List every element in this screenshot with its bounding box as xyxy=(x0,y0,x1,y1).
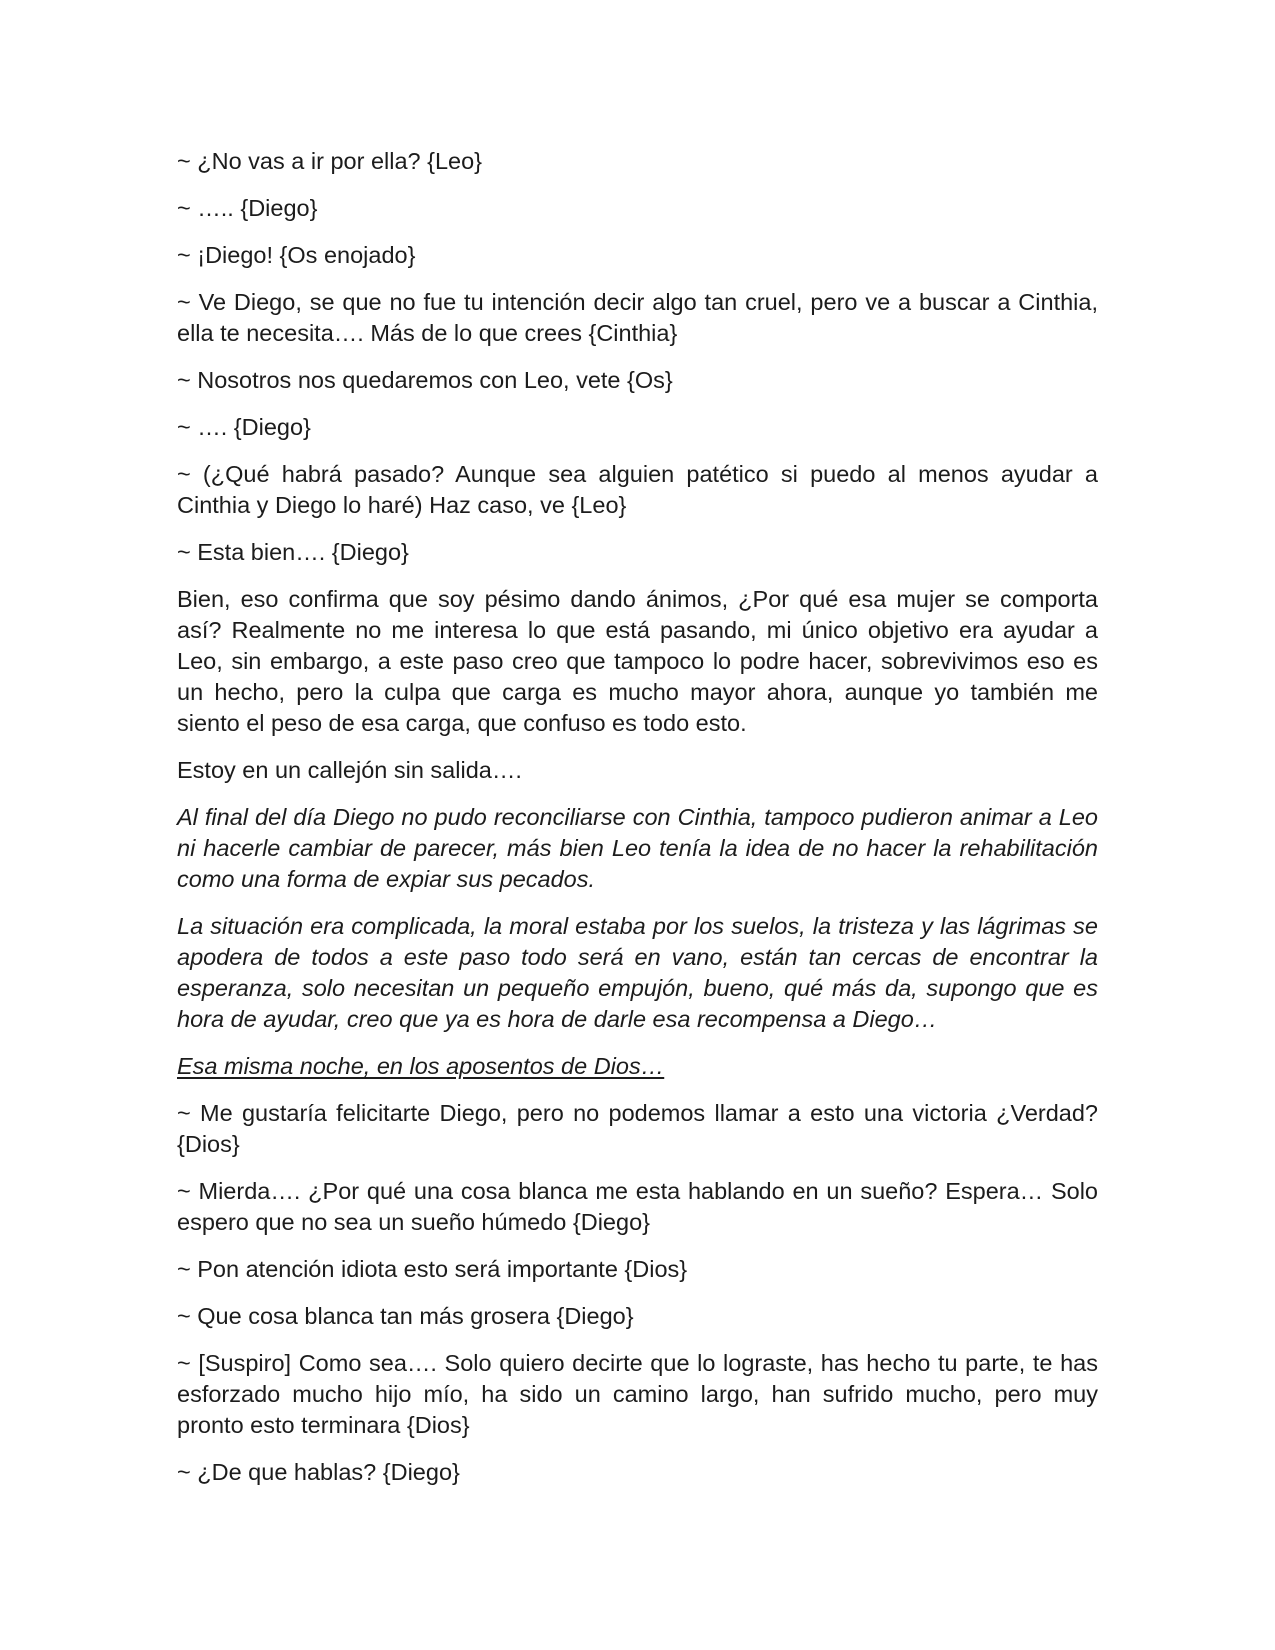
dialogue-line: ~ (¿Qué habrá pasado? Aunque sea alguien patético si puedo al menos ayudar a Cinthia y Diego lo haré) Haz caso, ve {Leo} xyxy=(177,461,1098,518)
dialogue-line: ~ Nosotros nos quedaremos con Leo, vete {Os} xyxy=(177,367,673,393)
dialogue-line: ~ Pon atención idiota esto será importante {Dios} xyxy=(177,1256,688,1282)
dialogue-line: ~ Esta bien…. {Diego} xyxy=(177,539,409,565)
dialogue-line: ~ Ve Diego, se que no fue tu intención decir algo tan cruel, pero ve a buscar a Cinthia, ella te necesita…. Más de lo que crees {Cinthia} xyxy=(177,289,1098,346)
dialogue-line: ~ ¿De que hablas? {Diego} xyxy=(177,1459,460,1485)
dialogue-line: ~ ¡Diego! {Os enojado} xyxy=(177,242,416,268)
narration-paragraph: Estoy en un callejón sin salida…. xyxy=(177,757,522,783)
dialogue-line: ~ [Suspiro] Como sea…. Solo quiero decirte que lo lograste, has hecho tu parte, te has esforzado mucho hijo mío, ha sido un camino largo, han sufrido mucho, pero muy pronto esto terminara {Dios} xyxy=(177,1350,1098,1438)
document-page xyxy=(177,146,1098,1504)
dialogue-line: ~ Que cosa blanca tan más grosera {Diego} xyxy=(177,1303,634,1329)
dialogue-line: ~ …. {Diego} xyxy=(177,414,311,440)
italic-narration-paragraph: La situación era complicada, la moral estaba por los suelos, la tristeza y las lágrimas se apodera de todos a este paso todo será en vano, están tan cercas de encontrar la esperanza, solo necesitan un pequeño empujón, bueno, qué más da, supongo que es hora de ayudar, creo que ya es hora de darle esa recompensa a Diego… xyxy=(177,913,1098,1032)
dialogue-line: ~ Mierda…. ¿Por qué una cosa blanca me esta hablando en un sueño? Espera… Solo espero que no sea un sueño húmedo {Diego} xyxy=(177,1178,1098,1235)
narration-paragraph: Bien, eso confirma que soy pésimo dando ánimos, ¿Por qué esa mujer se comporta así? Realmente no me interesa lo que está pasando, mi único objetivo era ayudar a Leo, sin embargo, a este paso creo que tampoco lo podre hacer, sobrevivimos eso es un hecho, pero la culpa que carga es mucho mayor ahora, aunque yo también me siento el peso de esa carga, que confuso es todo esto. xyxy=(177,586,1098,736)
dialogue-line: ~ Me gustaría felicitarte Diego, pero no podemos llamar a esto una victoria ¿Verdad? {Dios} xyxy=(177,1100,1098,1157)
italic-narration-paragraph: Al final del día Diego no pudo reconciliarse con Cinthia, tampoco pudieron animar a Leo ni hacerle cambiar de parecer, más bien Leo tenía la idea de no hacer la rehabilitación como una forma de expiar sus pecados. xyxy=(177,804,1098,892)
dialogue-line: ~ ¿No vas a ir por ella? {Leo} xyxy=(177,148,483,174)
dialogue-line: ~ ….. {Diego} xyxy=(177,195,318,221)
scene-heading: Esa misma noche, en los aposentos de Dios… xyxy=(177,1053,665,1079)
